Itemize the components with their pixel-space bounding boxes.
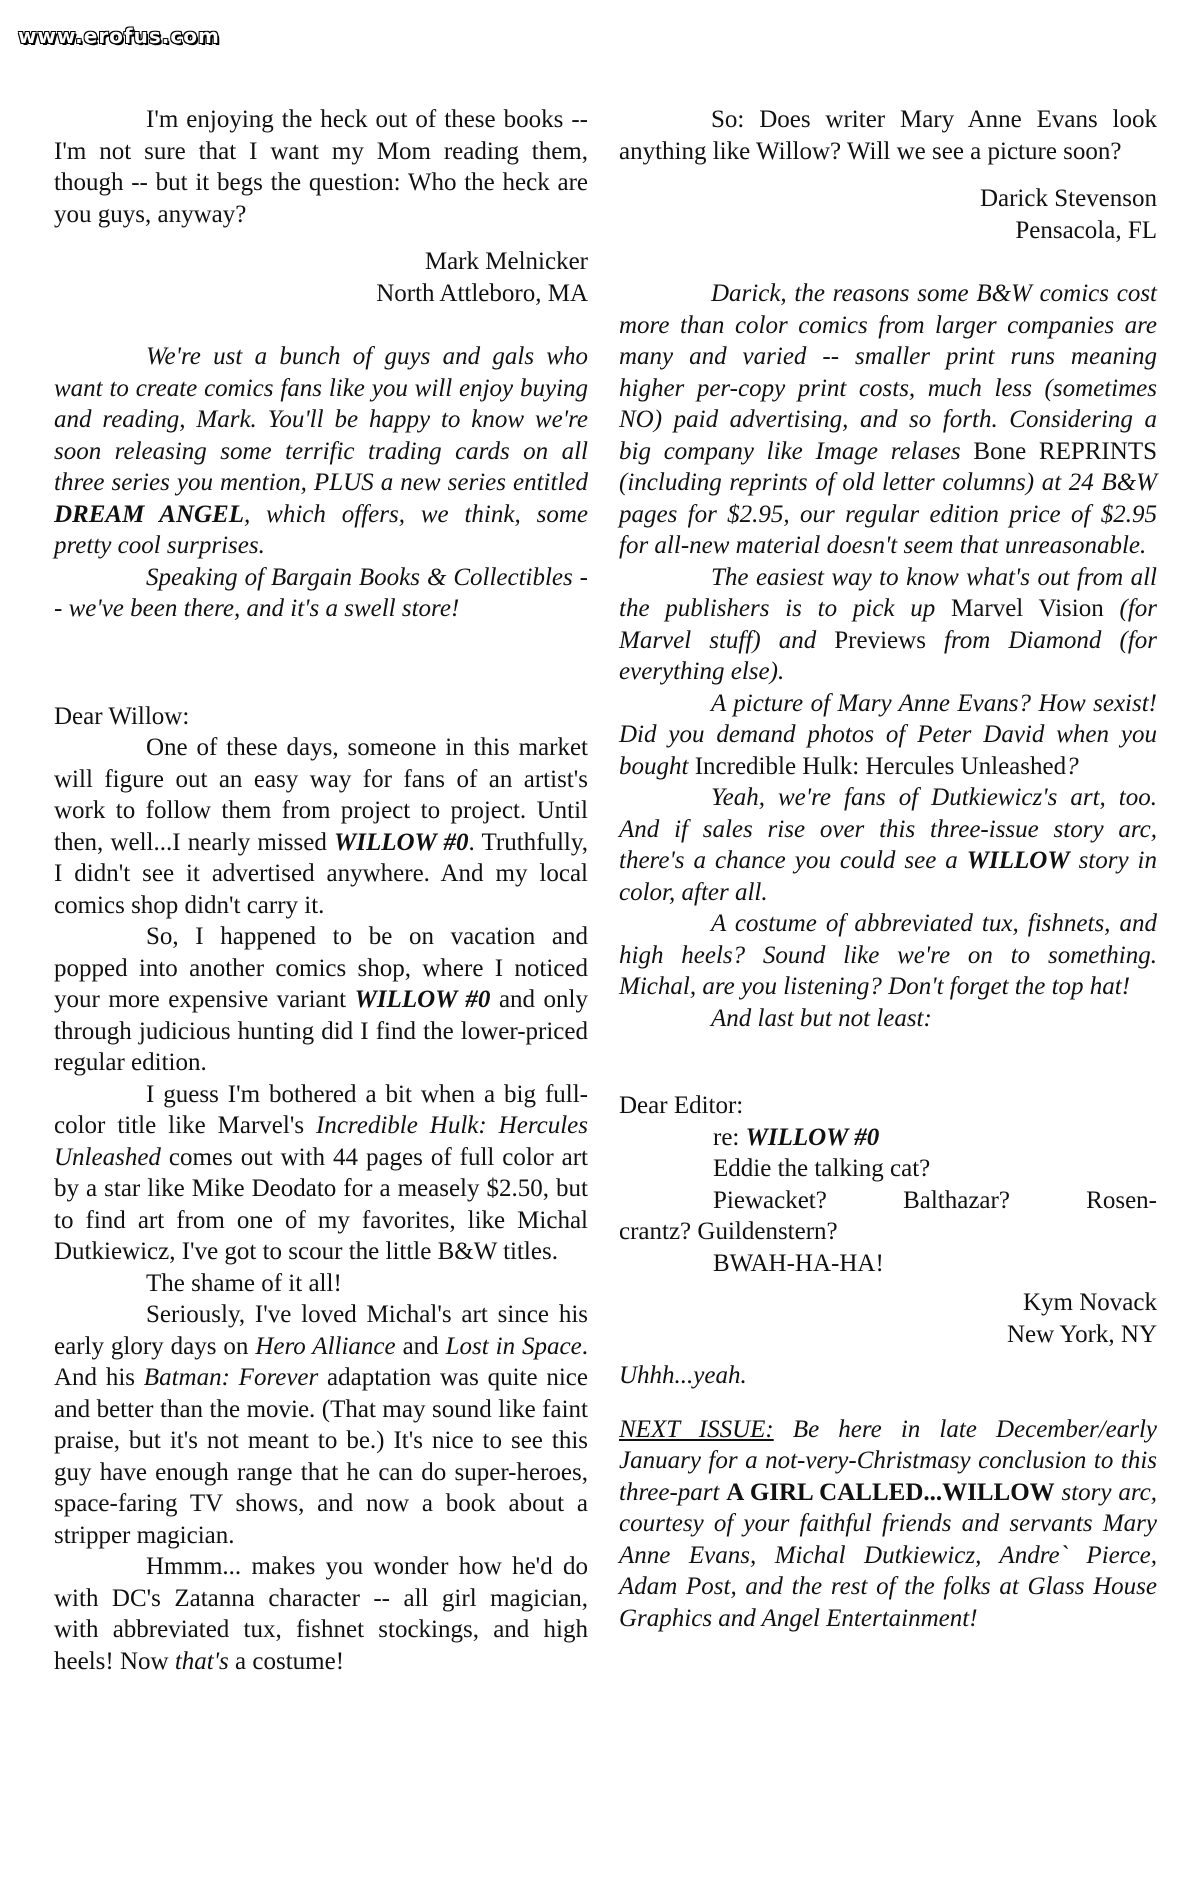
- letter-2-para-5-b: . And his: [54, 1332, 588, 1391]
- letter-3-re-title: WILLOW #0: [745, 1123, 880, 1151]
- letter-2-para-3: [54, 1079, 588, 1268]
- reply-4-text: [619, 562, 1157, 688]
- reply-5-text: [619, 688, 1157, 783]
- letter-2-para-2: [54, 921, 588, 1079]
- reply-4-b: (for Marvel stuff) and: [619, 595, 1157, 654]
- reply-4-a: The easiest way to know what's out from all the publishers is to pick up: [619, 563, 1157, 622]
- right-column: [619, 104, 1157, 1634]
- letter-3-line-2b: crantz? Guildenstern?: [619, 1218, 838, 1245]
- reply-4-title-2: Previews: [834, 626, 926, 654]
- signature-3-place: New York, NY: [1006, 1320, 1157, 1348]
- signature-2-place: Pensacola, FL: [1015, 216, 1157, 244]
- watermark: www.erofus.com: [18, 24, 220, 48]
- letter-2-para-4: The shame of it all!: [146, 1269, 342, 1297]
- reply-3-title: Bone REPRINTS: [973, 437, 1157, 465]
- reply-3-text: [619, 278, 1157, 562]
- reply-5-a: A picture of Mary Anne Evans? How sexist! Did you demand photos of Peter David when you bought: [619, 689, 1157, 780]
- reply-1-text: [54, 341, 588, 562]
- letter-2-para-5-title-1: Hero Alliance: [255, 1332, 396, 1360]
- reply-1-a: We're ust a bunch of guys and gals who want to create comics fans like you will enjoy buying and reading, Mark. You'll be happy to know we're soon releasing some terrific trading cards on all three series you mention, PLUS a new series entitled: [54, 343, 588, 496]
- letter-2-para-2-a: So, I happened to be on vacation and popped into another comics shop, where I noticed your more expensive variant: [54, 923, 588, 1013]
- letter-2-para-2-title: WILLOW #0: [354, 986, 491, 1013]
- letter-3-re: [619, 1122, 1157, 1154]
- next-issue-text: [619, 1414, 1157, 1635]
- next-issue-title: A GIRL CALLED...WILLOW: [726, 1478, 1055, 1506]
- reply-3-b: (including reprints of old letter columns) at 24 B&W pages for $2.95, our regular edition price of $2.95 for all-new material doesn't seem that unreasonable.: [619, 469, 1157, 559]
- letter-3-line-2a: Piewacket? Balthazar? Rosen-: [713, 1186, 1157, 1214]
- letter-2-para-3-a: I guess I'm bothered a bit when a big full-color title like Marvel's: [54, 1080, 588, 1139]
- letter-2-para-5-c: adaptation was quite nice and better than the movie. (That may sound like faint praise, but it's not meant to be.) It's nice to see this guy have enough range that he can do super-heroes, space-faring TV shows, and now a book about a stripper magician.: [54, 1364, 589, 1549]
- letter-2-para-5-and: and: [395, 1332, 446, 1360]
- letter-1-text: I'm enjoying the heck out of these books -- I'm not sure that I want my Mom reading them, though -- but it begs the question: Who the heck are you guys, anyway?: [54, 106, 588, 228]
- reply-7-text: A costume of abbreviated tux, fishnets, and high heels? Sound like we're on to something. Michal, are you listening? Don't forget the top hat!: [619, 910, 1157, 1000]
- signature-3-name: Kym Novack: [1023, 1289, 1157, 1316]
- letter-3-re-label: re:: [713, 1123, 746, 1151]
- reply-3-a: Darick, the reasons some B&W comics cost more than color comics from larger companies are many and varied -- smaller print runs meaning higher per-copy print costs, much less (sometimes NO) paid advertising, and so forth. Considering a big company like Image relases: [619, 280, 1157, 465]
- reply-5-b: ?: [1066, 752, 1079, 780]
- letter-2-para-3-title: Incredible Hulk: Hercules Unleashed: [54, 1112, 588, 1171]
- next-issue-a: Be here in late December/early January for a not-very-Christmasy conclusion to this three-part: [619, 1415, 1157, 1506]
- signature-1-name: Mark Melnicker: [424, 248, 588, 275]
- letter-2-para-1-a: One of these days, someone in this market will figure out an easy way for fans of an artist's work to follow them from project to project. Until then, well...I nearly missed: [54, 734, 588, 856]
- salutation-willow: Dear Willow:: [54, 702, 190, 730]
- letter-2-para-1: [54, 732, 588, 921]
- salutation-editor: Dear Editor:: [619, 1092, 744, 1119]
- reply-1-b: , which offers, we think, some pretty cool surprises.: [54, 500, 588, 559]
- reply-5-title: Incredible Hulk: Hercules Unleashed: [694, 752, 1067, 780]
- letter-2-para-5-title-2: Lost in Space: [445, 1332, 582, 1360]
- letter-2-para-6-a: Hmmm... makes you wonder how he'd do with DC's Zatanna character -- all girl magician, with abbreviated tux, fishnet stockings, and high heels! Now: [54, 1553, 588, 1675]
- letter-2-para-2-b: and only through judicious hunting did I find the lower-priced regular edition.: [54, 986, 588, 1076]
- letter-3-line-1: Eddie the talking cat?: [713, 1155, 931, 1182]
- next-issue-label: NEXT ISSUE:: [619, 1415, 774, 1443]
- left-column: [54, 104, 588, 1677]
- reply-4-title-1: Marvel Vision: [951, 595, 1104, 622]
- signature-2-name: Darick Stevenson: [979, 185, 1157, 212]
- letter-2-para-3-b: comes out with 44 pages of full color art by a star like Mike Deodato for a measely $2.50, but to find art from one of my favorites, like Michal Dutkiewicz, I've got to scour the little B&W titles.: [54, 1143, 588, 1265]
- reply-4-c: from Diamond (for everything else).: [619, 626, 1157, 685]
- reply-8-text: And last but not least:: [711, 1004, 932, 1032]
- letter-2-para-5: [54, 1299, 588, 1551]
- signature-1-place: North Attleboro, MA: [376, 279, 588, 307]
- reply-6-text: [619, 782, 1157, 908]
- reply-1-title: DREAM ANGEL: [54, 500, 244, 528]
- next-issue-b: story arc, courtesy of your faithful friends and servants Mary Anne Evans, Michal Dutkiewicz, Andre` Pierce, Adam Post, and the rest of the folks at Glass House Graphics and Angel Entertainment!: [619, 1478, 1157, 1632]
- letter-2-para-5-a: Seriously, I've loved Michal's art since his early glory days on: [54, 1301, 588, 1360]
- reply-short: Uhhh...yeah.: [619, 1362, 747, 1389]
- letter-2-para-1-title: WILLOW #0: [334, 828, 469, 856]
- letter-2-para-6-emphasis: that's: [174, 1647, 229, 1675]
- reply-6-a: Yeah, we're fans of Dutkiewicz's art, too. And if sales rise over this three-issue story arc, there's a chance you could see a: [619, 784, 1157, 874]
- letter-1-question: So: Does writer Mary Anne Evans look anything like Willow? Will we see a picture soon?: [619, 106, 1157, 165]
- reply-6-title: WILLOW: [966, 847, 1070, 874]
- letter-2-para-6: [54, 1551, 588, 1677]
- letter-2-para-5-title-3: Batman: Forever: [143, 1364, 319, 1391]
- letter-2-para-6-b: a costume!: [228, 1647, 345, 1675]
- letter-3-line-3: BWAH-HA-HA!: [713, 1249, 884, 1277]
- letter-2-para-1-b: . Truthfully, I didn't see it advertised anywhere. And my local comics shop didn't carry it.: [54, 828, 588, 919]
- reply-6-b: story in color, after all.: [619, 847, 1157, 906]
- reply-2-text: Speaking of Bargain Books & Collectibles -- we've been there, and it's a swell store!: [54, 563, 588, 622]
